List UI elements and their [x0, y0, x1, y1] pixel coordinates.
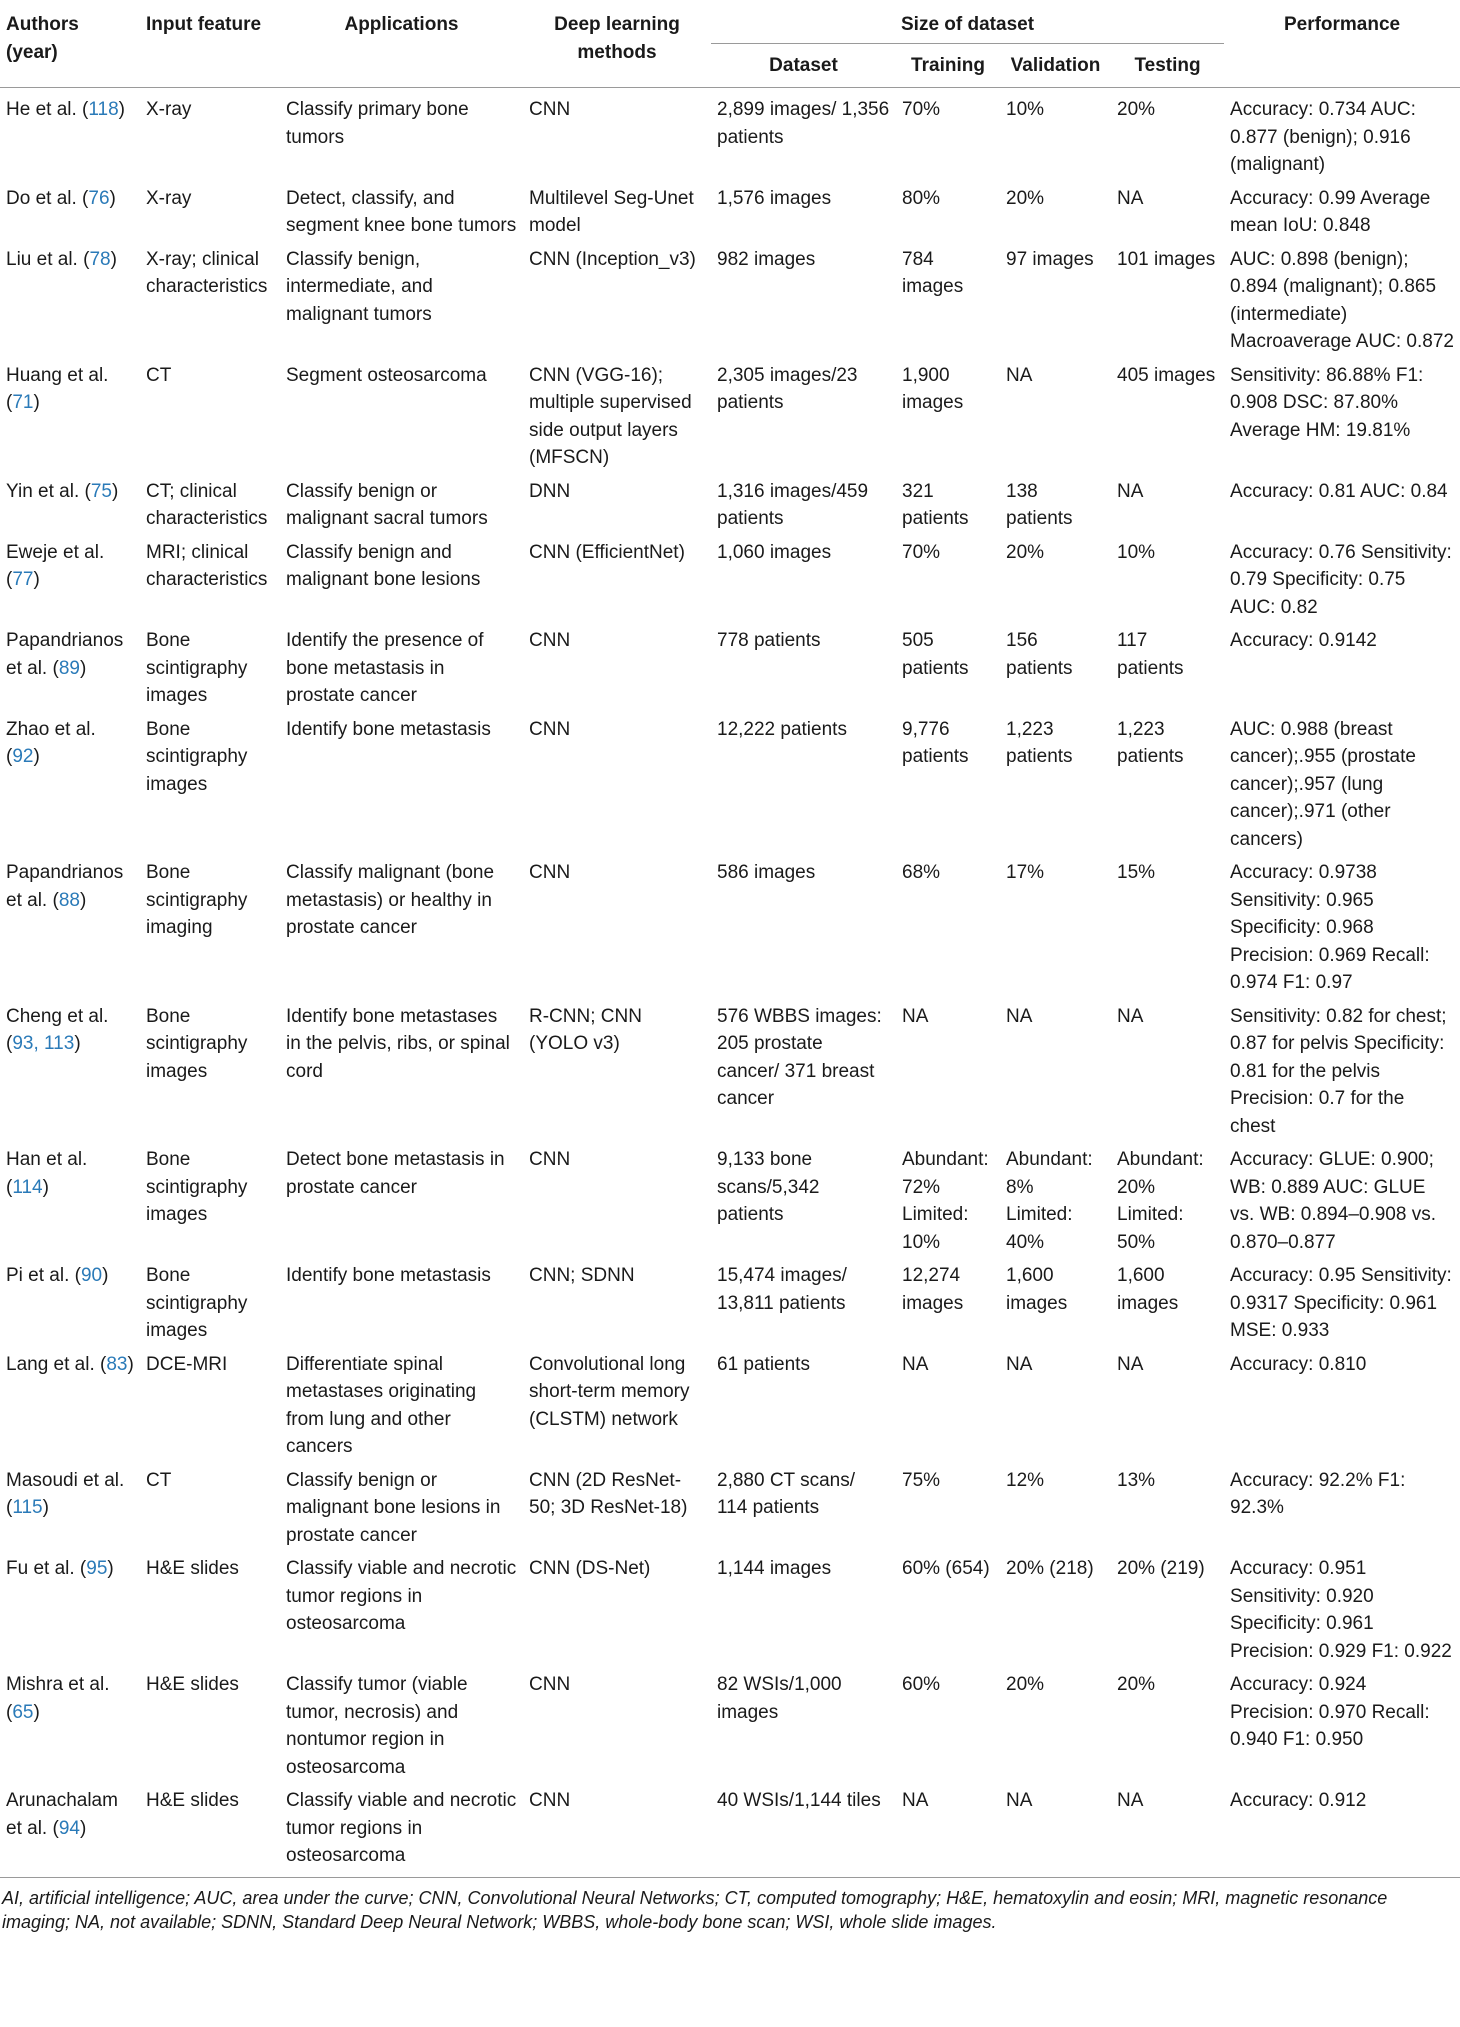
reference-close: ) [33, 569, 40, 590]
method-cell: R-CNN; CNN (YOLO v3) [529, 1005, 642, 1054]
reference-close: ) [79, 1817, 87, 1839]
table-row [0, 1259, 1460, 1348]
training-cell: 1,900 images [902, 364, 964, 413]
header-methods: Deep learning methods [523, 8, 711, 88]
training-cell: Abundant: 72% Limited: 10% [902, 1149, 989, 1253]
validation-cell: NA [1006, 1353, 1033, 1375]
testing-cell: 101 images [1117, 248, 1216, 270]
header-input-feature: Input feature [140, 8, 280, 88]
validation-cell: 17% [1006, 862, 1045, 883]
validation-cell: Abundant: 8% Limited: 40% [1006, 1149, 1093, 1253]
author-cell [0, 1143, 140, 1259]
reference-link[interactable]: 95 [86, 1558, 108, 1579]
input-feature-cell: X-ray [146, 99, 192, 120]
table-row [0, 1464, 1460, 1553]
dataset-cell: 576 WBBS images: 205 prostate cancer/ 371 breast cancer [717, 1005, 882, 1109]
application-cell: Classify malignant (bone metastasis) or healthy in prostate cancer [286, 862, 495, 938]
reference-close: ) [33, 1701, 40, 1723]
table-row [0, 856, 1460, 1000]
header-training: Training [896, 43, 1000, 88]
performance-cell: Accuracy: 0.76 Sensitivity: 0.79 Specificity: 0.75 AUC: 0.82 [1230, 541, 1452, 618]
reference-close: ) [79, 889, 87, 911]
method-cell: Convolutional long short-term memory (CLSTM) network [529, 1353, 690, 1430]
table-row [0, 1348, 1460, 1464]
performance-cell: Accuracy: 0.9142 [1230, 630, 1377, 651]
author-cell [0, 536, 140, 625]
testing-cell: NA [1117, 1790, 1144, 1811]
author-cell [0, 856, 140, 1000]
testing-cell: 1,223 patients [1117, 718, 1184, 767]
performance-cell: Accuracy: 0.924 Precision: 0.970 Recall: 0.940 F1: 0.950 [1230, 1674, 1430, 1750]
application-cell: Segment osteosarcoma [286, 364, 487, 386]
header-applications: Applications [280, 8, 523, 88]
testing-cell: 20% (219) [1117, 1558, 1205, 1579]
method-cell: CNN [529, 1790, 571, 1811]
application-cell: Detect, classify, and segment knee bone tumors [286, 187, 517, 236]
input-feature-cell: DCE-MRI [146, 1353, 228, 1375]
dataset-cell: 1,316 images/459 patients [717, 480, 869, 529]
author-name: Fu et al. ( [6, 1558, 87, 1579]
training-cell: 9,776 patients [902, 718, 969, 767]
author-name: Mishra et al. ( [6, 1674, 110, 1723]
application-cell: Differentiate spinal metastases originating from lung and other cancers [286, 1353, 477, 1457]
testing-cell: 1,600 images [1117, 1265, 1179, 1314]
reference-link[interactable]: 78 [89, 248, 111, 270]
input-feature-cell: CT [146, 364, 172, 386]
method-cell: CNN (2D ResNet-50; 3D ResNet-18) [529, 1469, 688, 1518]
application-cell: Identify bone metastasis [286, 718, 491, 740]
training-cell: 70% [902, 99, 941, 120]
dataset-cell: 1,144 images [717, 1558, 832, 1579]
application-cell: Classify primary bone tumors [286, 99, 469, 148]
performance-cell: Accuracy: 0.912 [1230, 1790, 1367, 1811]
author-name: Yin et al. ( [6, 480, 91, 502]
validation-cell: 20% [1006, 541, 1045, 563]
reference-close: ) [109, 187, 116, 209]
testing-cell: 117 patients [1117, 630, 1184, 679]
method-cell: CNN [529, 718, 571, 740]
input-feature-cell: H&E slides [146, 1558, 239, 1579]
validation-cell: 1,223 patients [1006, 718, 1073, 767]
author-cell [0, 1552, 140, 1668]
training-cell: 505 patients [902, 630, 969, 679]
training-cell: 70% [902, 541, 941, 563]
validation-cell: 20% (218) [1006, 1558, 1094, 1579]
input-feature-cell: Bone scintigraphy imaging [146, 862, 248, 938]
input-feature-cell: Bone scintigraphy images [146, 1149, 248, 1225]
input-feature-cell: X-ray; clinical characteristics [146, 248, 268, 297]
dataset-cell: 1,060 images [717, 541, 832, 563]
reference-close: ) [33, 392, 40, 413]
author-cell [0, 624, 140, 713]
application-cell: Identify bone metastases in the pelvis, ribs, or spinal cord [286, 1005, 510, 1082]
author-name: Eweje et al. ( [6, 541, 105, 590]
method-cell: CNN; SDNN [529, 1265, 635, 1286]
author-cell [0, 1348, 140, 1464]
reference-link[interactable]: 118 [88, 99, 119, 120]
reference-close: ) [110, 248, 117, 270]
reference-close: ) [102, 1265, 109, 1286]
table-row [0, 1000, 1460, 1144]
testing-cell: 13% [1117, 1469, 1156, 1491]
input-feature-cell: CT; clinical characteristics [146, 480, 268, 529]
application-cell: Classify tumor (viable tumor, necrosis) and nontumor region in osteosarcoma [286, 1674, 468, 1778]
application-cell: Classify viable and necrotic tumor regions in osteosarcoma [286, 1790, 517, 1866]
author-name: Papandrianos et al. ( [6, 630, 124, 679]
dataset-cell: 15,474 images/ 13,811 patients [717, 1265, 847, 1314]
performance-cell: Accuracy: 0.99 Average mean IoU: 0.848 [1230, 187, 1431, 236]
dataset-cell: 61 patients [717, 1353, 810, 1375]
reference-link[interactable]: 114 [12, 1176, 43, 1198]
training-cell: 68% [902, 862, 941, 883]
method-cell: CNN (VGG-16); multiple supervised side output layers (MFSCN) [529, 364, 692, 468]
reference-link[interactable]: 94 [58, 1817, 80, 1839]
author-cell [0, 1259, 140, 1348]
reference-close: ) [79, 657, 87, 679]
table-row [0, 359, 1460, 475]
dataset-cell: 12,222 patients [717, 718, 847, 740]
reference-link[interactable]: 88 [58, 889, 80, 911]
author-name: Han et al. ( [6, 1149, 88, 1198]
dataset-cell: 9,133 bone scans/5,342 patients [717, 1149, 820, 1225]
author-cell [0, 1784, 140, 1873]
validation-cell: 12% [1006, 1469, 1045, 1491]
reference-close: ) [127, 1353, 134, 1375]
table-body [0, 88, 1460, 1873]
header-size-of-dataset: Size of dataset [711, 8, 1224, 43]
header-performance: Performance [1224, 8, 1460, 88]
testing-cell: Abundant: 20% Limited: 50% [1117, 1149, 1204, 1253]
validation-cell: 20% [1006, 187, 1045, 209]
validation-cell: NA [1006, 1790, 1033, 1811]
application-cell: Classify benign, intermediate, and malignant tumors [286, 248, 433, 325]
reference-close: ) [107, 1558, 114, 1579]
training-cell: 784 images [902, 248, 964, 297]
testing-cell: 10% [1117, 541, 1156, 563]
performance-cell: Accuracy: 0.951 Sensitivity: 0.920 Specificity: 0.961 Precision: 0.929 F1: 0.922 [1230, 1558, 1452, 1662]
table-row [0, 182, 1460, 243]
performance-cell: AUC: 0.898 (benign); 0.894 (malignant); 0.865 (intermediate) Macroaverage AUC: 0.872 [1230, 248, 1454, 352]
author-name: Arunachalam et al. ( [6, 1790, 118, 1839]
reference-close: ) [111, 480, 119, 502]
testing-cell: 15% [1117, 862, 1156, 883]
performance-cell: Accuracy: 0.734 AUC: 0.877 (benign); 0.916 (malignant) [1230, 99, 1416, 175]
table-row [0, 1784, 1460, 1873]
author-cell [0, 1464, 140, 1553]
author-name: Cheng et al. ( [6, 1005, 109, 1054]
table-row [0, 1143, 1460, 1259]
method-cell: Multilevel Seg-Unet model [529, 187, 694, 236]
training-cell: 75% [902, 1469, 941, 1491]
input-feature-cell: Bone scintigraphy images [146, 1265, 248, 1341]
author-name: Masoudi et al. ( [6, 1469, 125, 1518]
dataset-cell: 2,899 images/ 1,356 patients [717, 99, 890, 148]
author-cell [0, 182, 140, 243]
header-testing: Testing [1111, 43, 1224, 88]
header-validation: Validation [1000, 43, 1111, 88]
author-cell [0, 88, 140, 182]
table-row [0, 88, 1460, 182]
dataset-cell: 982 images [717, 248, 816, 270]
validation-cell: NA [1006, 364, 1033, 386]
input-feature-cell: Bone scintigraphy images [146, 1005, 248, 1082]
author-name: Papandrianos et al. ( [6, 862, 124, 911]
testing-cell: NA [1117, 187, 1144, 209]
reference-link[interactable]: 76 [88, 187, 110, 209]
table-row [0, 475, 1460, 536]
application-cell: Identify the presence of bone metastasis in prostate cancer [286, 630, 484, 706]
validation-cell: 138 patients [1006, 480, 1073, 529]
reference-link[interactable]: 115 [12, 1497, 43, 1518]
method-cell: CNN (EfficientNet) [529, 541, 685, 563]
reference-link[interactable]: 92 [12, 746, 34, 767]
input-feature-cell: MRI; clinical characteristics [146, 541, 268, 590]
application-cell: Classify benign or malignant bone lesions in prostate cancer [286, 1469, 501, 1546]
author-name: Liu et al. ( [6, 248, 90, 270]
application-cell: Identify bone metastasis [286, 1265, 491, 1286]
reference-link[interactable]: 77 [12, 569, 34, 590]
dataset-cell: 2,880 CT scans/ 114 patients [717, 1469, 856, 1518]
performance-cell: Accuracy: 92.2% F1: 92.3% [1230, 1469, 1406, 1518]
table-footnote: AI, artificial intelligence; AUC, area under the curve; CNN, Convolutional Neural Networks; CT, computed tomography; H&E, hematoxylin and eosin; MRI, magnetic resonance imaging; NA, not available; SDNN, Standard Deep Neural Network; WBBS, whole-body bone scan; WSI, whole slide images. [0, 1877, 1460, 1934]
author-cell [0, 359, 140, 475]
dataset-cell: 586 images [717, 862, 816, 883]
validation-cell: 20% [1006, 1674, 1045, 1695]
author-cell [0, 1668, 140, 1784]
dataset-cell: 82 WSIs/1,000 images [717, 1674, 842, 1723]
dataset-cell: 40 WSIs/1,144 tiles [717, 1790, 881, 1811]
performance-cell: Sensitivity: 0.82 for chest; 0.87 for pelvis Specificity: 0.81 for the pelvis Precision: 0.7 for the chest [1230, 1005, 1447, 1137]
table-row [0, 713, 1460, 857]
application-cell: Detect bone metastasis in prostate cancer [286, 1149, 505, 1198]
validation-cell: 10% [1006, 99, 1045, 120]
input-feature-cell: Bone scintigraphy images [146, 718, 248, 795]
input-feature-cell: H&E slides [146, 1674, 239, 1695]
author-name: Huang et al. ( [6, 364, 109, 413]
training-cell: 60% [902, 1674, 941, 1695]
table-row [0, 243, 1460, 359]
reference-close: ) [42, 1497, 49, 1518]
method-cell: CNN [529, 1149, 571, 1170]
table-header [0, 8, 1460, 88]
training-cell: 80% [902, 187, 941, 209]
performance-cell: Accuracy: 0.9738 Sensitivity: 0.965 Specificity: 0.968 Precision: 0.969 Recall: 0.974 F1: 0.97 [1230, 862, 1430, 993]
training-cell: NA [902, 1005, 929, 1027]
author-cell [0, 713, 140, 857]
input-feature-cell: Bone scintigraphy images [146, 630, 248, 706]
training-cell: 60% (654) [902, 1558, 990, 1579]
performance-cell: Sensitivity: 86.88% F1: 0.908 DSC: 87.80% Average HM: 19.81% [1230, 364, 1424, 441]
reference-close: ) [118, 99, 125, 120]
training-cell: 12,274 images [902, 1265, 964, 1314]
reference-close: ) [74, 1033, 81, 1054]
header-dataset: Dataset [711, 43, 896, 88]
reference-link[interactable]: 65 [12, 1701, 34, 1723]
author-name: Pi et al. ( [6, 1265, 81, 1286]
author-name: He et al. ( [6, 99, 89, 120]
input-feature-cell: H&E slides [146, 1790, 239, 1811]
reference-close: ) [42, 1176, 49, 1198]
method-cell: CNN [529, 630, 571, 651]
validation-cell: 156 patients [1006, 630, 1073, 679]
table-row [0, 1552, 1460, 1668]
reference-link[interactable]: 83 [106, 1353, 128, 1375]
testing-cell: NA [1117, 480, 1144, 502]
method-cell: CNN [529, 99, 571, 120]
method-cell: CNN (Inception_v3) [529, 248, 696, 270]
method-cell: CNN [529, 862, 571, 883]
performance-cell: Accuracy: 0.810 [1230, 1353, 1367, 1375]
input-feature-cell: CT [146, 1469, 172, 1491]
dataset-cell: 2,305 images/23 patients [717, 364, 858, 413]
application-cell: Classify benign and malignant bone lesions [286, 541, 481, 590]
header-authors: Authors (year) [0, 8, 140, 88]
performance-cell: Accuracy: 0.81 AUC: 0.84 [1230, 480, 1448, 502]
reference-link[interactable]: 75 [90, 480, 112, 502]
validation-cell: 97 images [1006, 248, 1094, 270]
method-cell: DNN [529, 480, 571, 502]
dataset-cell: 1,576 images [717, 187, 832, 209]
testing-cell: 405 images [1117, 364, 1216, 386]
testing-cell: NA [1117, 1005, 1144, 1027]
author-cell [0, 243, 140, 359]
dataset-cell: 778 patients [717, 630, 821, 651]
table-row [0, 624, 1460, 713]
testing-cell: 20% [1117, 99, 1156, 120]
testing-cell: 20% [1117, 1674, 1156, 1695]
training-cell: NA [902, 1353, 929, 1375]
author-name: Do et al. ( [6, 187, 89, 209]
performance-cell: Accuracy: GLUE: 0.900; WB: 0.889 AUC: GLUE vs. WB: 0.894–0.908 vs. 0.870–0.877 [1230, 1149, 1436, 1253]
method-cell: CNN [529, 1674, 571, 1695]
author-cell [0, 475, 140, 536]
reference-link[interactable]: 90 [80, 1265, 103, 1286]
application-cell: Classify benign or malignant sacral tumors [286, 480, 488, 529]
testing-cell: NA [1117, 1353, 1144, 1375]
application-cell: Classify viable and necrotic tumor regions in osteosarcoma [286, 1558, 517, 1634]
table-row [0, 536, 1460, 625]
table-page [0, 8, 1460, 1934]
author-name: Zhao et al. ( [6, 718, 96, 767]
table-row [0, 1668, 1460, 1784]
reference-link[interactable]: 71 [12, 392, 34, 413]
reference-link[interactable]: 93, 113 [12, 1033, 75, 1054]
reference-close: ) [33, 746, 40, 767]
training-cell: NA [902, 1790, 929, 1811]
bone-tumor-deep-learning-table [0, 8, 1460, 1873]
author-cell [0, 1000, 140, 1144]
performance-cell: AUC: 0.988 (breast cancer);.955 (prostate cancer);.957 (lung cancer);.971 (other cancers) [1230, 718, 1416, 850]
performance-cell: Accuracy: 0.95 Sensitivity: 0.9317 Specificity: 0.961 MSE: 0.933 [1230, 1265, 1452, 1341]
reference-link[interactable]: 89 [58, 657, 80, 679]
input-feature-cell: X-ray [146, 187, 192, 209]
training-cell: 321 patients [902, 480, 969, 529]
author-name: Lang et al. ( [6, 1353, 107, 1375]
validation-cell: 1,600 images [1006, 1265, 1068, 1314]
validation-cell: NA [1006, 1005, 1033, 1027]
method-cell: CNN (DS-Net) [529, 1558, 651, 1579]
